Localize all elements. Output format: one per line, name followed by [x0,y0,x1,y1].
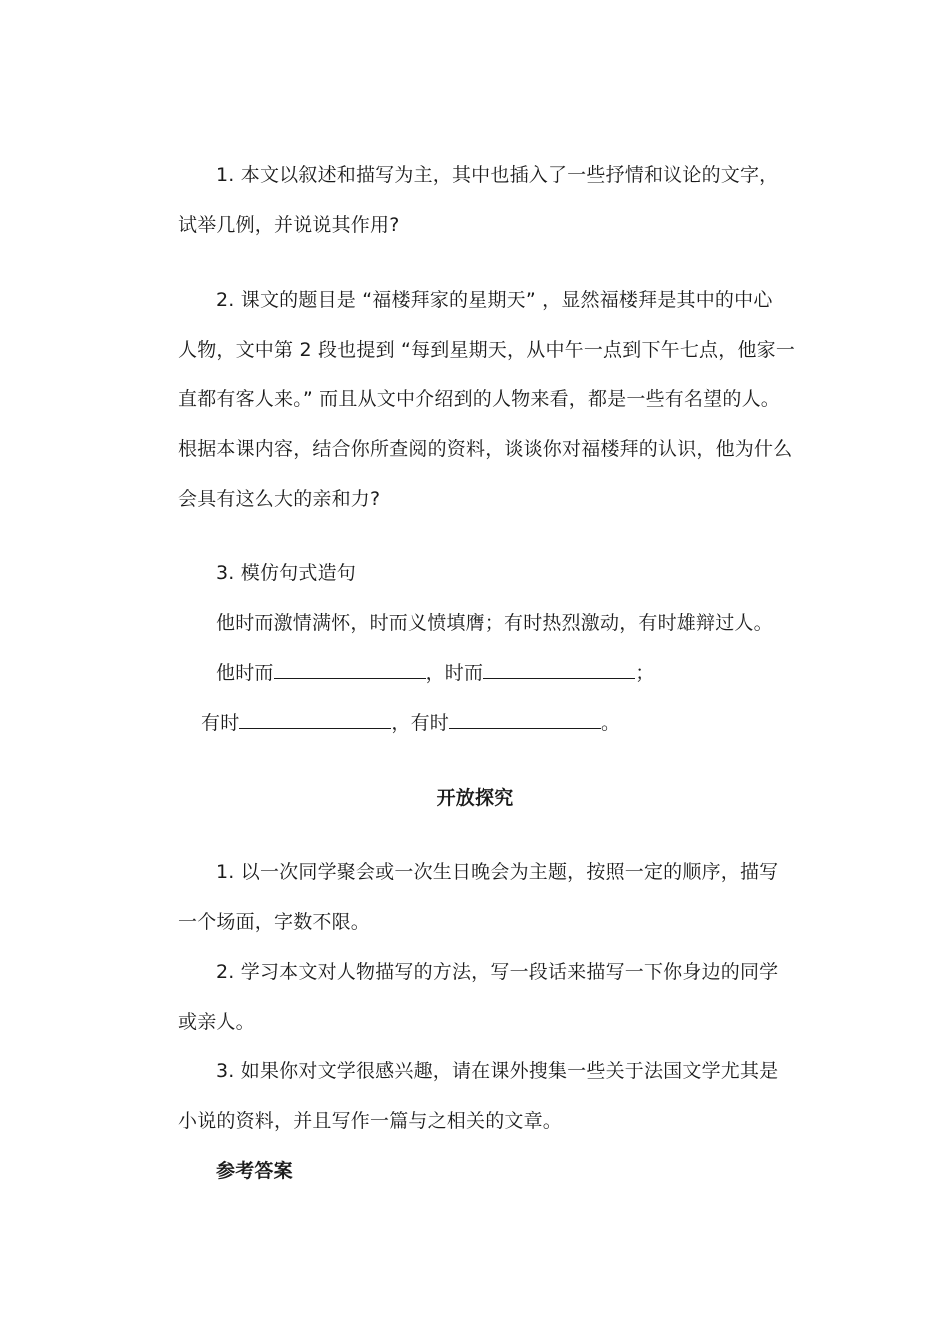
q3-fill-line-1 [216,660,654,686]
q1-line-2: 试举几例，并说说其作用? [178,214,400,236]
fill-blank [449,710,601,729]
fill-blank [239,710,391,729]
section-title: 开放探究 [436,787,514,809]
q2-line-3: 直都有客人来。” 而且从文中介绍到的人物来看，都是一些有名望的人。 [178,388,780,410]
open-q3-line-2: 小说的资料，并且写作一篇与之相关的文章。 [178,1110,563,1132]
q1-line-1: 1. 本文以叙述和描写为主，其中也插入了一些抒情和议论的文字， [216,164,779,186]
open-q2-line-1: 2. 学习本文对人物描写的方法，写一段话来描写一下你身边的同学 [216,961,779,983]
q3-example-sentence: 他时而激情满怀，时而义愤填膺；有时热烈激动，有时雄辩过人。 [216,612,773,634]
fill-blank [483,660,635,679]
fill1-middle: ，时而 [425,662,484,684]
fill-blank [274,660,426,679]
open-q1-line-2: 一个场面，字数不限。 [178,911,371,933]
q3-fill-line-2 [201,710,620,736]
open-q1-line-1: 1. 以一次同学聚会或一次生日晚会为主题，按照一定的顺序，描写 [216,861,779,883]
q3-title: 3. 模仿句式造句 [216,562,356,584]
q2-line-1: 2. 课文的题目是 “福楼拜家的星期天” ，显然福楼拜是其中的中心 [216,289,773,311]
open-q3-line-1: 3. 如果你对文学很感兴趣，请在课外搜集一些关于法国文学尤其是 [216,1060,779,1082]
q2-line-2: 人物，文中第 2 段也提到 “每到星期天，从中午一点到下午七点，他家一 [178,339,796,361]
answer-heading: 参考答案 [216,1160,293,1182]
open-q2-line-2: 或亲人。 [178,1011,255,1033]
fill2-prefix: 有时 [201,712,240,734]
fill2-suffix: 。 [601,712,621,734]
fill2-middle: ，有时 [391,712,450,734]
fill1-suffix: ； [635,662,655,684]
fill1-prefix: 他时而 [216,662,274,684]
q2-line-5: 会具有这么大的亲和力? [178,488,381,510]
q2-line-4: 根据本课内容，结合你所查阅的资料，谈谈你对福楼拜的认识，他为什么 [178,438,793,460]
